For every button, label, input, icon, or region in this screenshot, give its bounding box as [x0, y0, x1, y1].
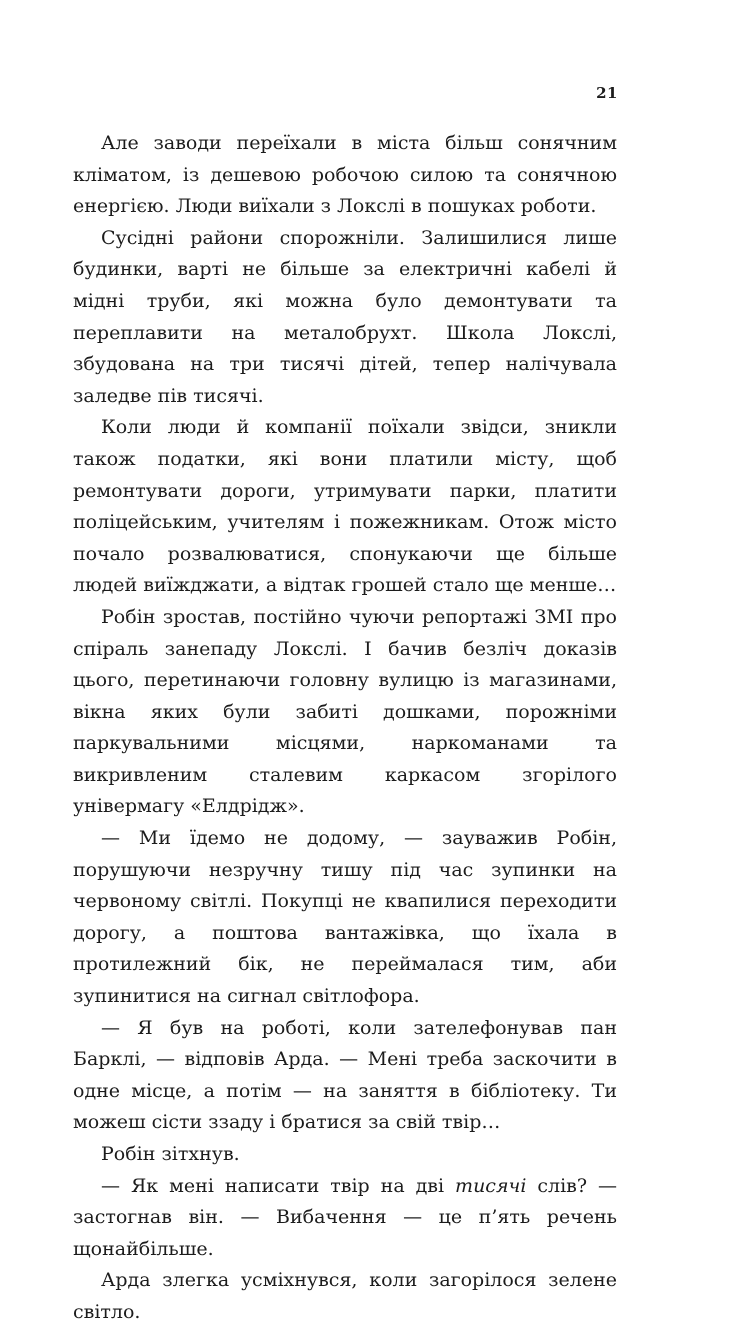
body-text: [73, 128, 617, 1329]
paragraph: — Ми їдемо не додому, — зауважив Робін, порушуючи незручну тишу під час зупинки на червоному світлі. Покупці не квапилися переходити дорогу, а поштова вантажівка, що їхала в протилежний бік, не переймалася тим, аби зупинитися на сигнал світлофора.: [73, 827, 617, 1008]
paragraph: Арда злегка усміхнувся, коли загорілося зелене світло.: [73, 1269, 617, 1323]
paragraph-with-emphasis: [73, 1171, 617, 1266]
quote-after: слів? — застогнав він. — Вибачення — це п’ять речень щонайбільше.: [73, 1174, 618, 1260]
paragraph: Сусідні райони спорожніли. Залишилися лише будинки, варті не більше за електричні кабелі й мідні труби, які можна було демонтувати та переплавити на металобрухт. Школа Локслі, збудована на три тисячі дітей, тепер налічувала заледве пів тисячі.: [73, 226, 617, 407]
paragraph: Робін зітхнув.: [101, 1143, 240, 1165]
paragraph: Коли люди й компанії поїхали звідси, зникли також податки, які вони платили місту, щоб ремонтувати дороги, утримувати парки, платити поліцейським, учителям і пожежникам. Отож місто почало розвалюватися, спонукаючи ще більше людей виїжджати, а відтак грошей стало ще менше…: [73, 416, 617, 597]
paragraph: Але заводи переїхали в міста більш сонячним кліматом, із дешевою робочою силою та сонячною енергією. Люди виїхали з Локслі в пошуках роботи.: [73, 132, 617, 218]
quote-before: — Як мені написати твір на дві: [101, 1174, 456, 1197]
page-number: 21: [596, 84, 618, 102]
paragraph: — Я був на роботі, коли зателефонував пан Барклі, — відповів Арда. — Мені треба заскочити в одне місце, а потім — на заняття в бібліотеку. Ти можеш сісти ззаду і братися за свій твір…: [73, 1016, 617, 1134]
paragraph: Робін зростав, постійно чуючи репортажі ЗМІ про спіраль занепаду Локслі. І бачив безліч доказів цього, перетинаючи головну вулицю із магазинами, вікна яких були забиті дошками, порожніми паркувальними місцями, наркоманами та викривленим сталевим каркасом згорілого універмагу «Елдрідж».: [73, 605, 617, 818]
emphasized-word: тисячі: [455, 1174, 527, 1197]
